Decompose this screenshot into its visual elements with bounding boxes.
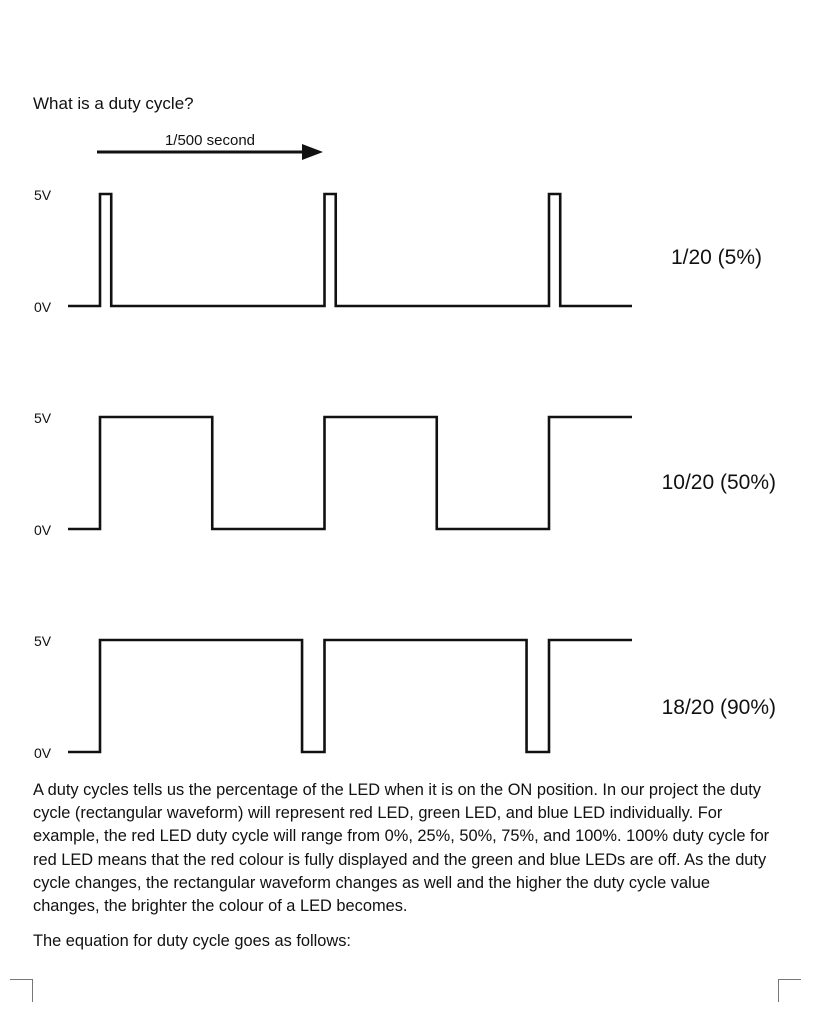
waveform-50-percent	[68, 417, 632, 529]
waveform-5-percent	[68, 194, 632, 306]
waveform-90-percent	[68, 640, 632, 752]
page-corner-mark-right	[778, 979, 801, 1002]
period-arrow-head	[302, 144, 323, 160]
body-paragraph: A duty cycles tells us the percentage of the LED when it is on the ON position. In our project the duty cycle (rectangular waveform) will represent red LED, green LED, and blue LED individually. For example, the red LED duty cycle will range from 0%, 25%, 50%, 75%, and 100%. 100% duty cycle for red LED means that the red colour is fully displayed and the green and blue LEDs are off. As the duty cycle changes, the rectangular waveform changes as well and the higher the duty cycle value changes, the brighter the colour of a LED becomes.	[33, 781, 770, 916]
y-label-0v: 0V	[34, 745, 52, 761]
page-heading: What is a duty cycle?	[33, 94, 194, 113]
duty-label-90-percent: 18/20 (90%)	[661, 696, 776, 719]
duty-label-50-percent: 10/20 (50%)	[661, 471, 776, 494]
y-label-5v: 5V	[34, 410, 52, 426]
y-label-0v: 0V	[34, 522, 52, 538]
duty-label-5-percent: 1/20 (5%)	[670, 246, 762, 269]
y-label-5v: 5V	[34, 633, 52, 649]
period-label: 1/500 second	[164, 132, 256, 149]
y-label-0v: 0V	[34, 299, 52, 315]
y-label-5v: 5V	[34, 187, 52, 203]
page-corner-mark-left	[10, 979, 33, 1002]
equation-intro: The equation for duty cycle goes as follows:	[33, 932, 351, 950]
